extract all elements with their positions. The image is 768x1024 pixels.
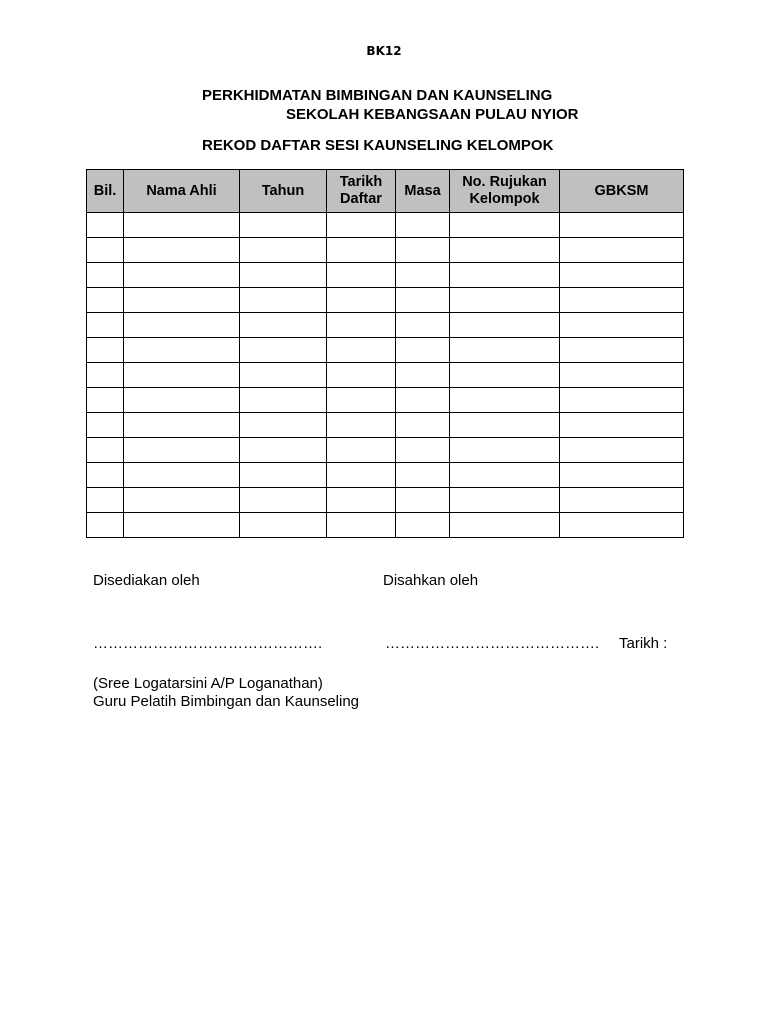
table-cell bbox=[124, 488, 240, 513]
table-cell bbox=[450, 488, 560, 513]
table-cell bbox=[396, 213, 450, 238]
table-cell bbox=[240, 463, 327, 488]
table-cell bbox=[240, 263, 327, 288]
table-cell bbox=[560, 213, 684, 238]
table-cell bbox=[240, 338, 327, 363]
table-cell bbox=[396, 338, 450, 363]
table-cell bbox=[450, 338, 560, 363]
table-cell bbox=[124, 438, 240, 463]
table-cell bbox=[124, 238, 240, 263]
table-cell bbox=[240, 313, 327, 338]
table-cell bbox=[124, 413, 240, 438]
table-cell bbox=[240, 363, 327, 388]
table-cell bbox=[396, 513, 450, 538]
table-cell bbox=[560, 288, 684, 313]
table-cell bbox=[396, 238, 450, 263]
table-body bbox=[87, 213, 684, 538]
date-label: Tarikh : bbox=[619, 635, 668, 652]
table-row bbox=[87, 413, 684, 438]
table-cell bbox=[124, 463, 240, 488]
table-cell bbox=[124, 263, 240, 288]
table-cell bbox=[396, 313, 450, 338]
table-cell bbox=[327, 363, 396, 388]
table-cell bbox=[396, 413, 450, 438]
table-cell bbox=[396, 263, 450, 288]
table-cell bbox=[560, 438, 684, 463]
table-cell bbox=[327, 238, 396, 263]
table-cell bbox=[87, 388, 124, 413]
table-cell bbox=[396, 363, 450, 388]
table-cell bbox=[124, 213, 240, 238]
column-header-gbksm: GBKSM bbox=[560, 170, 684, 213]
table-cell bbox=[240, 513, 327, 538]
table-cell bbox=[450, 388, 560, 413]
table-cell bbox=[560, 463, 684, 488]
table-cell bbox=[560, 388, 684, 413]
table-cell bbox=[87, 363, 124, 388]
table-row bbox=[87, 363, 684, 388]
table-cell bbox=[87, 263, 124, 288]
table-cell bbox=[87, 213, 124, 238]
table-cell bbox=[124, 363, 240, 388]
table-cell bbox=[560, 488, 684, 513]
table-cell bbox=[327, 213, 396, 238]
table-cell bbox=[560, 263, 684, 288]
table-cell bbox=[327, 513, 396, 538]
form-code: BK12 bbox=[366, 44, 402, 58]
column-header-masa: Masa bbox=[396, 170, 450, 213]
table-cell bbox=[124, 288, 240, 313]
table-cell bbox=[450, 513, 560, 538]
table-row bbox=[87, 438, 684, 463]
table-cell bbox=[327, 338, 396, 363]
table-header-row bbox=[87, 170, 684, 213]
table-cell bbox=[396, 438, 450, 463]
table-cell bbox=[87, 413, 124, 438]
column-header-tahun: Tahun bbox=[240, 170, 327, 213]
column-header-no-rujukan: No. Rujukan Kelompok bbox=[450, 170, 560, 213]
table-cell bbox=[450, 438, 560, 463]
table-cell bbox=[327, 288, 396, 313]
table-cell bbox=[87, 238, 124, 263]
table-cell bbox=[560, 363, 684, 388]
table-cell bbox=[450, 363, 560, 388]
table-cell bbox=[396, 388, 450, 413]
table-cell bbox=[87, 338, 124, 363]
table-cell bbox=[560, 413, 684, 438]
prepared-by-label: Disediakan oleh bbox=[93, 572, 200, 589]
table-cell bbox=[240, 438, 327, 463]
approved-signature-line: ……………………………………. bbox=[385, 635, 600, 652]
table-cell bbox=[560, 313, 684, 338]
form-title: REKOD DAFTAR SESI KAUNSELING KELOMPOK bbox=[202, 137, 554, 154]
table-cell bbox=[450, 263, 560, 288]
table-cell bbox=[124, 338, 240, 363]
table-cell bbox=[240, 413, 327, 438]
table-cell bbox=[124, 388, 240, 413]
table-cell bbox=[450, 313, 560, 338]
approved-by-label: Disahkan oleh bbox=[383, 572, 479, 589]
table-cell bbox=[560, 238, 684, 263]
table-cell bbox=[396, 463, 450, 488]
table-cell bbox=[87, 313, 124, 338]
table-cell bbox=[396, 288, 450, 313]
table-cell bbox=[560, 513, 684, 538]
table-row bbox=[87, 488, 684, 513]
table-cell bbox=[450, 463, 560, 488]
table-cell bbox=[327, 413, 396, 438]
table-cell bbox=[87, 288, 124, 313]
department-heading: PERKHIDMATAN BIMBINGAN DAN KAUNSELING bbox=[202, 87, 553, 104]
register-table bbox=[86, 169, 684, 538]
table-cell bbox=[240, 388, 327, 413]
table-row bbox=[87, 338, 684, 363]
table-cell bbox=[450, 213, 560, 238]
table-cell bbox=[450, 238, 560, 263]
table-cell bbox=[240, 488, 327, 513]
table-row bbox=[87, 313, 684, 338]
table-cell bbox=[327, 313, 396, 338]
column-header-tarikh-daftar: Tarikh Daftar bbox=[327, 170, 396, 213]
table-row bbox=[87, 213, 684, 238]
table-cell bbox=[327, 438, 396, 463]
table-cell bbox=[327, 488, 396, 513]
table-cell bbox=[327, 263, 396, 288]
column-header-bil: Bil. bbox=[87, 170, 124, 213]
table-cell bbox=[450, 413, 560, 438]
table-cell bbox=[124, 313, 240, 338]
table-row bbox=[87, 513, 684, 538]
table-cell bbox=[327, 388, 396, 413]
table-row bbox=[87, 388, 684, 413]
table-cell bbox=[87, 438, 124, 463]
table-cell bbox=[124, 513, 240, 538]
prepared-signature-line: ………………………………………. bbox=[93, 635, 323, 652]
table-cell bbox=[327, 463, 396, 488]
table-cell bbox=[87, 488, 124, 513]
table-cell bbox=[560, 338, 684, 363]
table-cell bbox=[240, 213, 327, 238]
table-cell bbox=[240, 288, 327, 313]
table-row bbox=[87, 238, 684, 263]
preparer-name: (Sree Logatarsini A/P Loganathan) bbox=[93, 675, 323, 692]
school-heading: SEKOLAH KEBANGSAAN PULAU NYIOR bbox=[286, 106, 579, 123]
column-header-nama-ahli: Nama Ahli bbox=[124, 170, 240, 213]
table-cell bbox=[450, 288, 560, 313]
table-cell bbox=[87, 513, 124, 538]
table-cell bbox=[396, 488, 450, 513]
table-cell bbox=[240, 238, 327, 263]
table-cell bbox=[87, 463, 124, 488]
table-row bbox=[87, 263, 684, 288]
table-row bbox=[87, 463, 684, 488]
preparer-title: Guru Pelatih Bimbingan dan Kaunseling bbox=[93, 693, 360, 710]
table-row bbox=[87, 288, 684, 313]
